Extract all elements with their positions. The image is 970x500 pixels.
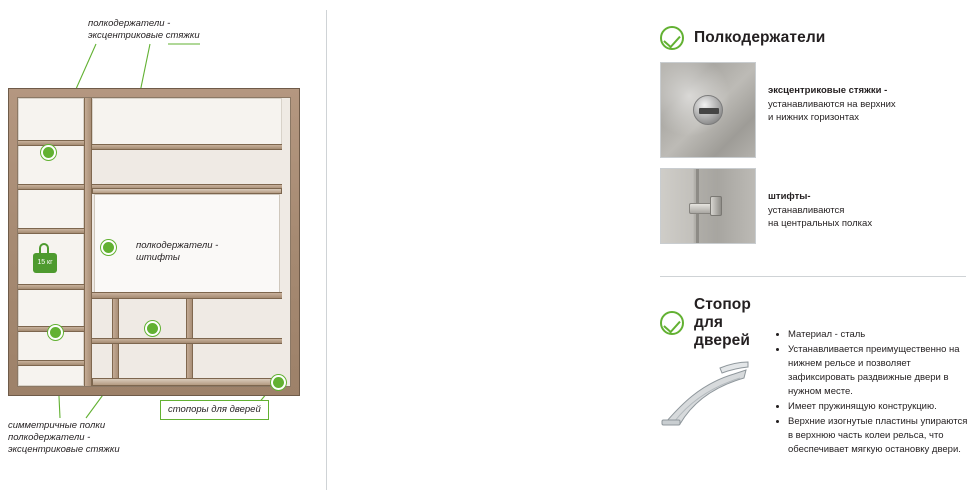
caption-eccentric-line2: и нижних горизонтах <box>768 112 859 123</box>
callout-bottom-line3: эксцентриковые стяжки <box>8 444 120 455</box>
eccentric-coupler-photo <box>660 62 756 158</box>
eccentric-coupler-icon <box>693 95 723 125</box>
callout-bottom-line1: симметричные полки <box>8 420 106 431</box>
hotspot-symmetric-shelf[interactable] <box>48 325 63 340</box>
hotspot-shelf-pin[interactable] <box>101 240 116 255</box>
section-title: Стопор для дверей <box>694 296 751 349</box>
shelf <box>92 338 282 344</box>
callout-bottom-line2: полкодержатели - <box>8 432 91 443</box>
callout-top-line1: полкодержатели - <box>88 18 171 29</box>
shelf-pin-head-icon <box>710 196 722 216</box>
callout-door-stoppers: стопоры для дверей <box>160 400 269 420</box>
shelf <box>18 284 84 290</box>
door-stopper-bullets <box>774 328 970 458</box>
door-stopper-illustration <box>660 340 752 426</box>
callout-bottom <box>8 420 168 456</box>
hotspot-door-stopper[interactable] <box>271 375 286 390</box>
caption-eccentric-line1: устанавливаются на верхних <box>768 98 896 110</box>
caption-eccentric <box>768 84 968 125</box>
caption-pins <box>768 190 968 231</box>
callout-middle <box>136 240 286 264</box>
section-title: Полкодержатели <box>694 29 826 46</box>
shelf <box>92 292 282 299</box>
weight-label: 15 кг <box>33 253 57 273</box>
caption-pins-line1: устанавливаются <box>768 204 845 216</box>
list-item: • Верхние изогнутые пластины упираются в верхнюю часть колеи рельса, что обеспечивает мягкую остановку двери. <box>788 415 970 457</box>
section-divider <box>660 276 966 277</box>
shelf <box>18 228 84 234</box>
top-compartment <box>92 98 282 146</box>
check-circle-icon <box>660 26 684 50</box>
hotspot-eccentric-upper-left[interactable] <box>41 145 56 160</box>
check-circle-icon <box>660 311 684 335</box>
wardrobe-diagram-panel <box>0 0 326 500</box>
load-capacity-icon <box>32 243 58 273</box>
list-item: • Имеет пружинящую конструкцию. <box>788 400 970 414</box>
caption-pins-bold: штифты- <box>768 191 811 202</box>
shelf <box>92 144 282 150</box>
weight-handle-icon <box>39 243 49 253</box>
caption-eccentric-bold: эксцентриковые стяжки - <box>768 85 888 96</box>
list-item: • Устанавливается преимущественно на нижнем рельсе и позволяет зафиксировать раздвижные двери в нужном месте. <box>788 343 970 399</box>
caption-pins-line2: на центральных полках <box>768 218 873 229</box>
callout-middle-line2: штифты <box>136 252 180 263</box>
section-header-shelf-supports <box>660 26 825 50</box>
list-item: • Материал - сталь <box>788 328 970 342</box>
hotspot-eccentric-lower[interactable] <box>145 321 160 336</box>
shelf <box>18 184 84 190</box>
vertical-partition <box>84 98 92 386</box>
shelf <box>18 360 84 366</box>
lower-door-rail <box>92 378 282 386</box>
callout-middle-line1: полкодержатели - <box>136 240 219 251</box>
callout-top-line2: эксцентриковые стяжки <box>88 30 200 41</box>
shelf-pin-photo <box>660 168 756 244</box>
callout-top <box>88 18 228 42</box>
info-panel <box>326 0 968 500</box>
